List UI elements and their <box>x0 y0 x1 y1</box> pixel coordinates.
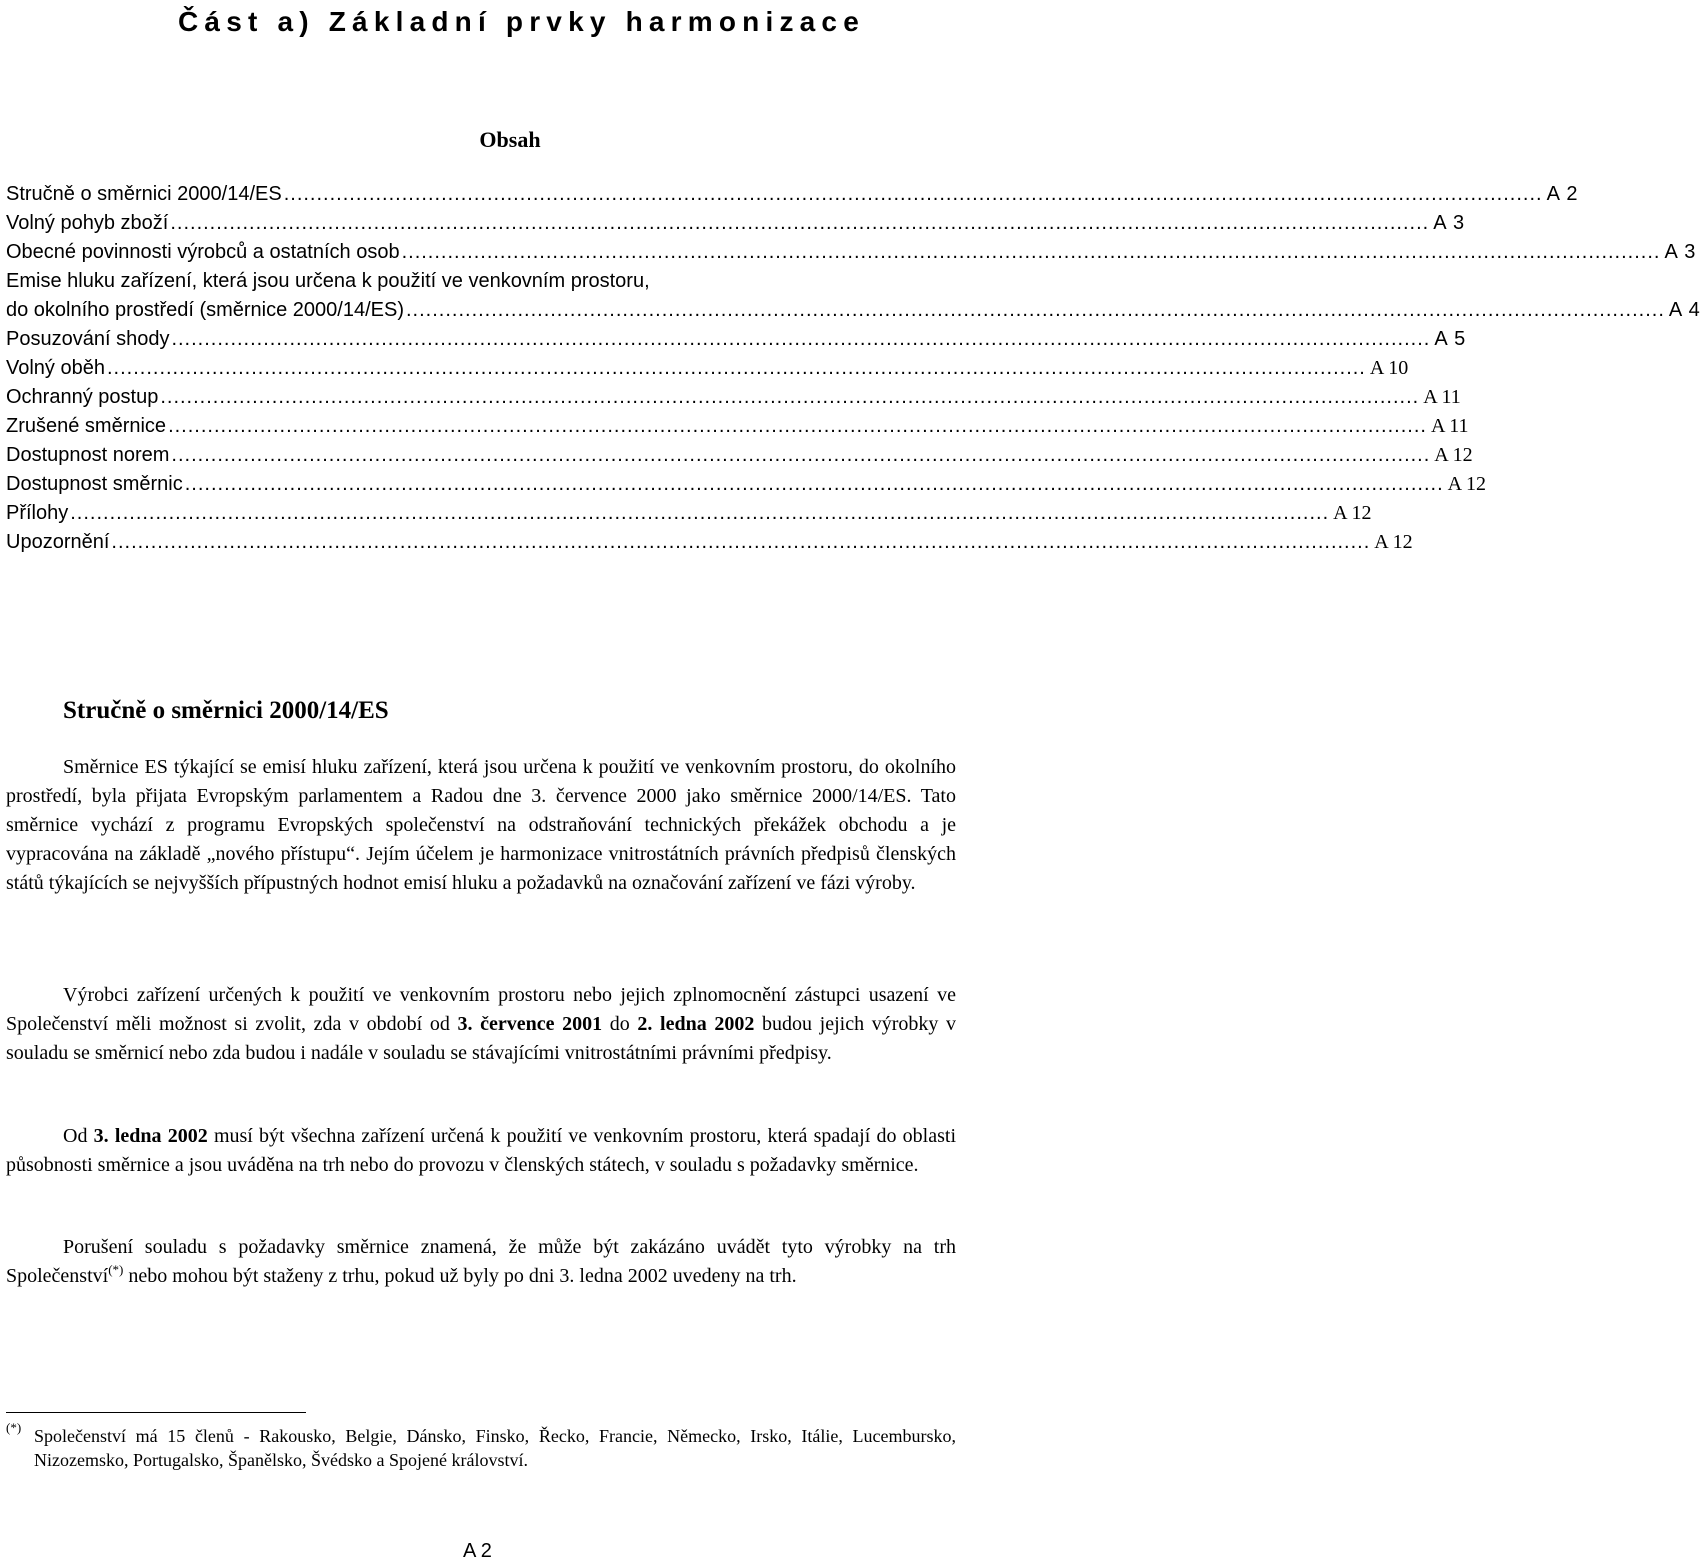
toc-entry-dots: ................................................................................................................................................................................................ <box>70 502 1330 524</box>
toc-entry <box>6 499 1372 528</box>
paragraph-2 <box>6 981 956 1068</box>
toc-entry-label: Volný oběh <box>6 357 105 379</box>
paragraph-1-text: Směrnice ES týkající se emisí hluku zařízení, která jsou určena k použití ve venkovním prostoru, do okolního prostředí, byla přijata Evropským parlamentem a Radou dne 3. července 2000 jako směrnice 2000/14/ES. Tato směrnice vychází z programu Evropských společenství na odstraňování technických překážek obchodu a je vypracována na základě „nového přístupu“. Jejím účelem je harmonizace vnitrostátních právních předpisů členských států týkajících se nejvyšších přípustných hodnot emisí hluku a požadavků na označování zařízení ve fázi výroby. <box>6 756 956 894</box>
toc-entry-page: A 12 <box>1333 502 1372 524</box>
paragraph-2-text-c: do <box>602 1013 638 1035</box>
part-title: Část a) Základní prvky harmonizace <box>178 6 865 37</box>
table-of-contents <box>6 180 1701 557</box>
toc-entry <box>6 470 1486 499</box>
toc-entry <box>6 528 1413 557</box>
toc-entry <box>6 354 1409 383</box>
paragraph-2-text-d: budou jejich výrobky v souladu se směrnicí nebo zda budou i nadále v souladu se stávajícími vnitrostátními právními předpisy. <box>6 1013 957 1064</box>
toc-entry-label: Přílohy <box>6 502 69 524</box>
toc-entry-dots: ................................................................................................................................................................................................ <box>111 531 1371 553</box>
toc-entry <box>6 267 956 296</box>
toc-entry-dots: ................................................................................................................................................................................................ <box>283 183 1543 205</box>
toc-entry-page: A 3 <box>1664 241 1697 263</box>
paragraph-3-text-a: Od <box>63 1125 94 1147</box>
toc-entry <box>6 325 1467 354</box>
toc-entry-label: Upozornění <box>6 531 110 553</box>
toc-entry <box>6 180 1579 209</box>
toc-entry <box>6 296 1701 325</box>
footnote-reference: (*) <box>108 1262 124 1277</box>
toc-entry-label: Posuzování shody <box>6 328 170 350</box>
toc-entry-label: Stručně o směrnici 2000/14/ES <box>6 183 282 205</box>
footnote-separator <box>6 1412 306 1413</box>
toc-entry <box>6 209 1466 238</box>
toc-entry-page: A 3 <box>1433 212 1466 234</box>
toc-entry-label: Volný pohyb zboží <box>6 212 169 234</box>
toc-entry-label: Zrušené směrnice <box>6 415 167 437</box>
toc-entry-label: do okolního prostředí (směrnice 2000/14/ES) <box>6 299 404 321</box>
toc-entry-page: A 12 <box>1374 531 1413 553</box>
toc-entry-label: Obecné povinnosti výrobců a ostatních osob <box>6 241 400 263</box>
section-heading: Stručně o směrnici 2000/14/ES <box>63 697 389 724</box>
paragraph-2-text-a: Výrobci zařízení určených k použití ve venkovním prostoru nebo jejich zplnomocnění zástupci usazení ve Společenství měli možnost si zvolit, zda v období od <box>6 984 956 1035</box>
date-january-2002: 2. ledna 2002 <box>637 1013 755 1035</box>
paragraph-1 <box>6 753 956 898</box>
date-january-3-2002: 3. ledna 2002 <box>93 1125 208 1147</box>
toc-entry <box>6 383 1461 412</box>
toc-entry-page: A 12 <box>1434 444 1473 466</box>
toc-entry-page: A 5 <box>1434 328 1467 350</box>
toc-entry-dots: ................................................................................................................................................................................................ <box>170 212 1430 234</box>
paragraph-3-text-c: musí být všechna zařízení určená k použití ve venkovním prostoru, která spadají do oblasti působnosti směrnice a jsou uváděna na trh nebo do provozu v členských státech, v souladu s požadavky směrnice. <box>6 1125 957 1176</box>
toc-entry-page: A 2 <box>1546 183 1579 205</box>
toc-entry-dots: ................................................................................................................................................................................................ <box>171 444 1431 466</box>
paragraph-4 <box>6 1233 956 1291</box>
toc-heading: Obsah <box>479 127 541 152</box>
toc-entry-label: Emise hluku zařízení, která jsou určena k použití ve venkovním prostoru, <box>6 270 650 292</box>
toc-entry-label: Dostupnost směrnic <box>6 473 183 495</box>
date-july-2001: 3. července 2001 <box>457 1013 603 1035</box>
page-number: A 2 <box>463 1540 492 1562</box>
toc-entry-label: Dostupnost norem <box>6 444 170 466</box>
toc-entry-dots: ................................................................................................................................................................................................ <box>168 415 1427 437</box>
toc-entry-dots: ................................................................................................................................................................................................ <box>184 473 1444 495</box>
toc-entry-page: A 11 <box>1430 415 1469 437</box>
footnote <box>6 1420 956 1472</box>
toc-entry-dots: ................................................................................................................................................................................................ <box>160 386 1420 408</box>
footnote-text: Společenství má 15 členů - Rakousko, Belgie, Dánsko, Finsko, Řecko, Francie, Německo, Irsko, Itálie, Lucembursko, Nizozemsko, Portugalsko, Španělsko, Švédsko a Spojené království. <box>34 1426 956 1470</box>
toc-entry <box>6 238 1697 267</box>
paragraph-3 <box>6 1122 956 1180</box>
toc-entry-dots: ................................................................................................................................................................................................ <box>401 241 1661 263</box>
footnote-mark: (*) <box>6 1420 22 1435</box>
toc-entry-label: Ochranný postup <box>6 386 159 408</box>
toc-entry-page: A 4 <box>1668 299 1701 321</box>
toc-entry-dots: ................................................................................................................................................................................................ <box>171 328 1431 350</box>
toc-entry <box>6 412 1469 441</box>
paragraph-4-text-b: nebo mohou být staženy z trhu, pokud už byly po dni 3. ledna 2002 uvedeny na trh. <box>123 1265 797 1287</box>
toc-entry-page: A 10 <box>1369 357 1409 379</box>
toc-entry-page: A 12 <box>1447 473 1486 495</box>
toc-entry-dots: ................................................................................................................................................................................................ <box>406 299 1665 321</box>
toc-entry <box>6 441 1473 470</box>
paragraph-4-text-a: Porušení souladu s požadavky směrnice znamená, že může být zakázáno uvádět tyto výrobky na trh Společenství <box>6 1236 956 1287</box>
toc-entry-page: A 11 <box>1423 386 1461 408</box>
toc-entry-dots: ................................................................................................................................................................................................ <box>106 357 1366 379</box>
